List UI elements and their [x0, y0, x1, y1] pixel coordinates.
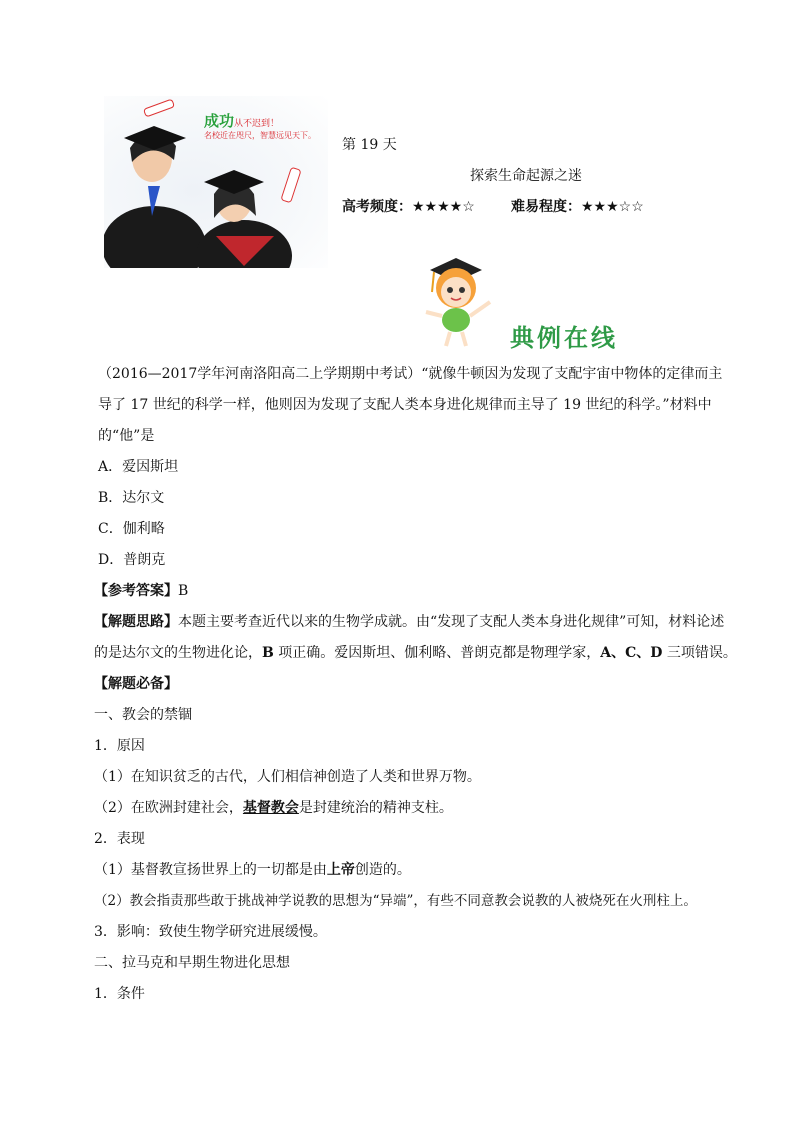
analysis-text-2e: 三项错误。 — [662, 645, 737, 661]
frequency-stars: ★★★★☆ — [412, 199, 475, 215]
difficulty-rating — [511, 196, 644, 216]
frequency-label: 高考频度： — [342, 199, 412, 215]
banner-slogan-main: 成功 — [204, 112, 235, 130]
analysis-label: 【解题思路】 — [94, 614, 178, 630]
question-line-2: 导了 17 世纪的科学一样，他则因为发现了支配人类本身进化规律而主导了 19 世纪的科学。”材料中 — [98, 397, 712, 413]
section-title: 典例在线 — [510, 323, 618, 352]
analysis-line-2 — [94, 643, 737, 663]
banner-slogan — [204, 110, 279, 131]
analysis-text-1: 本题主要考查近代以来的生物学成就。由“发现了支配人类本身进化规律”可知，材料论述 — [178, 614, 725, 630]
analysis-text-2a: 的是达尔文的生物进化论， — [94, 645, 262, 661]
answer-label: 【参考答案】 — [94, 583, 178, 599]
question-line-1: （2016—2017学年河南洛阳高二上学期期中考试）“就像牛顿因为发现了支配宇宙中物体的定律而主 — [98, 366, 723, 382]
essentials-para-1: （1）在知识贫乏的古代，人们相信神创造了人类和世界万物。 — [94, 769, 481, 785]
frequency-rating — [342, 196, 475, 216]
essentials-sub-1: 1．原因 — [94, 738, 145, 754]
essentials-sub-3: 3．影响：致使生物学研究进展缓慢。 — [94, 924, 327, 940]
essentials-label: 【解题必备】 — [94, 676, 178, 692]
essentials-para-3a: （1）基督教宣扬世界上的一切都是由 — [94, 862, 327, 878]
essentials-para-3b: 上帝 — [326, 862, 355, 878]
option-d: D．普朗克 — [98, 552, 166, 568]
essentials-para-2c: 是封建统治的精神支柱。 — [298, 800, 453, 816]
essentials-heading-1: 一、教会的禁锢 — [94, 707, 192, 723]
essentials-sub-4: 1．条件 — [94, 986, 145, 1002]
essentials-para-2b: 基督教会 — [242, 800, 299, 816]
difficulty-label: 难易程度： — [511, 199, 581, 215]
essentials-para-3c: 创造的。 — [354, 862, 411, 878]
answer-line — [94, 581, 188, 601]
analysis-line-1 — [94, 612, 724, 632]
analysis-text-2b: B — [262, 645, 274, 661]
banner-slogan-sub: 名校近在咫尺，智慧远见天下。 — [204, 131, 316, 140]
difficulty-stars: ★★★☆☆ — [581, 199, 644, 215]
analysis-text-2d: A、C、D — [600, 645, 663, 661]
day-label: 第 19 天 — [342, 137, 397, 153]
option-b: B．达尔文 — [98, 490, 165, 506]
essentials-para-3 — [94, 860, 411, 880]
option-a: A．爱因斯坦 — [98, 459, 179, 475]
banner-slogan-tail: 从不迟到！ — [234, 119, 280, 129]
essentials-para-2a: （2）在欧洲封建社会， — [94, 800, 243, 816]
mascot-icon — [420, 252, 510, 352]
option-c: C．伽利略 — [98, 521, 165, 537]
essentials-para-4: （2）教会指责那些敢于挑战神学说教的思想为“异端”，有些不同意教会说教的人被烧死在火刑柱上。 — [94, 893, 697, 909]
topic-title: 探索生命起源之迷 — [470, 168, 582, 184]
essentials-sub-2: 2．表现 — [94, 831, 145, 847]
answer-value: B — [178, 583, 189, 599]
question-line-3: 的“他”是 — [98, 428, 155, 444]
header-banner-image — [104, 96, 328, 268]
analysis-text-2c: 项正确。爱因斯坦、伽利略、普朗克都是物理学家， — [273, 645, 601, 661]
essentials-heading-2: 二、拉马克和早期生物进化思想 — [94, 955, 290, 971]
essentials-para-2 — [94, 798, 453, 818]
